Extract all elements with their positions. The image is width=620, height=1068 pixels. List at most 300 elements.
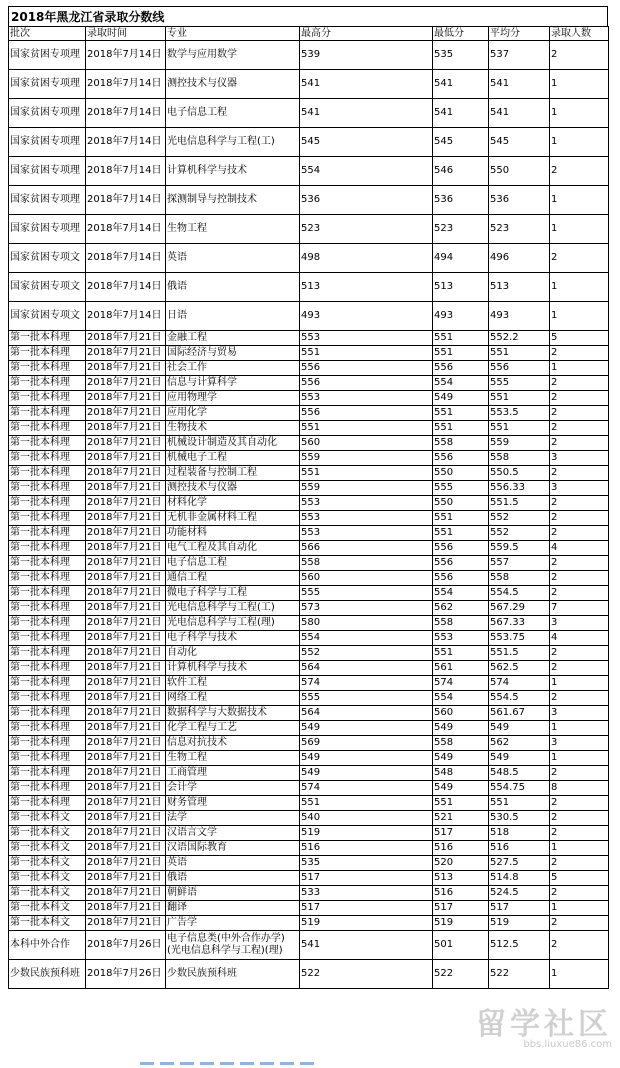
cell-major: 机械电子工程 <box>166 451 300 466</box>
cell-admission-date: 2018年7月14日 <box>86 70 166 99</box>
table-row <box>9 391 609 406</box>
cell-admission-date: 2018年7月21日 <box>86 481 166 496</box>
cell-max-score: 519 <box>300 916 433 931</box>
cell-major: 微电子科学与工程 <box>166 586 300 601</box>
table-row <box>9 406 609 421</box>
cell-max-score: 541 <box>300 99 433 128</box>
cell-admission-date: 2018年7月14日 <box>86 302 166 331</box>
cell-batch: 第一批本科理 <box>9 391 86 406</box>
cell-admitted-count: 1 <box>550 215 609 244</box>
cell-major: 网络工程 <box>166 691 300 706</box>
cell-avg-score: 550 <box>489 157 550 186</box>
cell-avg-score: 551.5 <box>489 496 550 511</box>
cell-min-score: 517 <box>433 901 489 916</box>
cell-avg-score: 558 <box>489 451 550 466</box>
cell-max-score: 566 <box>300 541 433 556</box>
header-max-score: 最高分 <box>300 27 433 41</box>
table-row <box>9 916 609 931</box>
cell-avg-score: 555 <box>489 376 550 391</box>
cell-avg-score: 493 <box>489 302 550 331</box>
cell-admission-date: 2018年7月21日 <box>86 646 166 661</box>
cell-avg-score: 554.75 <box>489 781 550 796</box>
cell-admission-date: 2018年7月21日 <box>86 631 166 646</box>
cell-major: 会计学 <box>166 781 300 796</box>
cell-batch: 第一批本科理 <box>9 661 86 676</box>
cell-major: 金融工程 <box>166 331 300 346</box>
cell-min-score: 555 <box>433 481 489 496</box>
cell-admission-date: 2018年7月21日 <box>86 556 166 571</box>
cell-max-score: 517 <box>300 871 433 886</box>
cell-major: 日语 <box>166 302 300 331</box>
cell-batch: 国家贫困专项文 <box>9 302 86 331</box>
cell-min-score: 553 <box>433 631 489 646</box>
cell-admission-date: 2018年7月14日 <box>86 99 166 128</box>
cell-admission-date: 2018年7月21日 <box>86 796 166 811</box>
cell-min-score: 551 <box>433 406 489 421</box>
cell-avg-score: 567.33 <box>489 616 550 631</box>
cell-admitted-count: 1 <box>550 273 609 302</box>
cell-admitted-count: 2 <box>550 421 609 436</box>
cell-max-score: 549 <box>300 751 433 766</box>
cell-admitted-count: 3 <box>550 481 609 496</box>
cell-avg-score: 552.2 <box>489 331 550 346</box>
cell-avg-score: 513 <box>489 273 550 302</box>
table-row <box>9 376 609 391</box>
cell-avg-score: 541 <box>489 99 550 128</box>
admission-score-table <box>8 26 609 989</box>
cell-batch: 第一批本科理 <box>9 466 86 481</box>
table-row <box>9 646 609 661</box>
cell-major: 生物工程 <box>166 751 300 766</box>
cell-major: 电气工程及其自动化 <box>166 541 300 556</box>
cell-admitted-count: 2 <box>550 496 609 511</box>
cell-admission-date: 2018年7月21日 <box>86 616 166 631</box>
cell-major: 汉语国际教育 <box>166 841 300 856</box>
cell-max-score: 535 <box>300 856 433 871</box>
cell-max-score: 539 <box>300 41 433 70</box>
cell-max-score: 522 <box>300 960 433 989</box>
cell-min-score: 558 <box>433 616 489 631</box>
cell-admission-date: 2018年7月21日 <box>86 526 166 541</box>
cell-avg-score: 552 <box>489 511 550 526</box>
cell-min-score: 535 <box>433 41 489 70</box>
cell-min-score: 549 <box>433 781 489 796</box>
cell-admitted-count: 2 <box>550 691 609 706</box>
header-batch: 批次 <box>9 27 86 41</box>
cell-batch: 少数民族预科班 <box>9 960 86 989</box>
cell-batch: 第一批本科理 <box>9 346 86 361</box>
cell-min-score: 551 <box>433 511 489 526</box>
cell-max-score: 517 <box>300 901 433 916</box>
cell-avg-score: 558 <box>489 571 550 586</box>
table-row <box>9 766 609 781</box>
cell-admitted-count: 2 <box>550 661 609 676</box>
cell-max-score: 559 <box>300 481 433 496</box>
cell-admission-date: 2018年7月26日 <box>86 960 166 989</box>
table-row <box>9 631 609 646</box>
cell-min-score: 520 <box>433 856 489 871</box>
cell-batch: 国家贫困专项理 <box>9 157 86 186</box>
cell-major: 数据科学与大数据技术 <box>166 706 300 721</box>
cell-min-score: 493 <box>433 302 489 331</box>
cell-major: 法学 <box>166 811 300 826</box>
cell-major: 光电信息科学与工程(理) <box>166 616 300 631</box>
cell-avg-score: 516 <box>489 841 550 856</box>
cell-admission-date: 2018年7月21日 <box>86 466 166 481</box>
cell-major: 计算机科学与技术 <box>166 661 300 676</box>
cell-batch: 第一批本科理 <box>9 691 86 706</box>
cell-max-score: 559 <box>300 451 433 466</box>
table-row <box>9 616 609 631</box>
cell-min-score: 556 <box>433 556 489 571</box>
cell-major: 无机非金属材料工程 <box>166 511 300 526</box>
cell-admission-date: 2018年7月21日 <box>86 586 166 601</box>
cell-avg-score: 551 <box>489 346 550 361</box>
cell-min-score: 554 <box>433 376 489 391</box>
table-row <box>9 541 609 556</box>
cell-major: 生物技术 <box>166 421 300 436</box>
cell-admission-date: 2018年7月21日 <box>86 511 166 526</box>
cell-admitted-count: 2 <box>550 826 609 841</box>
cell-admission-date: 2018年7月14日 <box>86 273 166 302</box>
cell-admission-date: 2018年7月21日 <box>86 331 166 346</box>
cell-avg-score: 536 <box>489 186 550 215</box>
cell-admission-date: 2018年7月21日 <box>86 661 166 676</box>
cell-max-score: 519 <box>300 826 433 841</box>
cell-admitted-count: 2 <box>550 376 609 391</box>
cell-admitted-count: 2 <box>550 511 609 526</box>
table-title: 2018年黑龙江省录取分数线 <box>8 6 608 26</box>
cell-major: 测控技术与仪器 <box>166 70 300 99</box>
cell-avg-score: 518 <box>489 826 550 841</box>
cell-avg-score: 496 <box>489 244 550 273</box>
cell-admission-date: 2018年7月21日 <box>86 811 166 826</box>
cell-min-score: 501 <box>433 931 489 960</box>
cell-admitted-count: 3 <box>550 616 609 631</box>
cell-batch: 第一批本科理 <box>9 481 86 496</box>
header-admitted-count: 录取人数 <box>550 27 609 41</box>
cell-admitted-count: 2 <box>550 931 609 960</box>
cell-min-score: 558 <box>433 436 489 451</box>
cell-major: 电子信息工程 <box>166 99 300 128</box>
cell-avg-score: 551.5 <box>489 646 550 661</box>
cell-batch: 第一批本科理 <box>9 676 86 691</box>
cell-max-score: 573 <box>300 601 433 616</box>
table-row <box>9 571 609 586</box>
cell-avg-score: 551 <box>489 796 550 811</box>
cell-min-score: 521 <box>433 811 489 826</box>
cell-max-score: 580 <box>300 616 433 631</box>
cell-admission-date: 2018年7月21日 <box>86 601 166 616</box>
cell-avg-score: 553.5 <box>489 406 550 421</box>
table-row <box>9 302 609 331</box>
cell-admitted-count: 2 <box>550 346 609 361</box>
table-row <box>9 781 609 796</box>
table-row <box>9 526 609 541</box>
cell-max-score: 498 <box>300 244 433 273</box>
header-major: 专业 <box>166 27 300 41</box>
cell-max-score: 552 <box>300 646 433 661</box>
cell-admitted-count: 5 <box>550 331 609 346</box>
cell-admitted-count: 2 <box>550 244 609 273</box>
cell-batch: 第一批本科理 <box>9 451 86 466</box>
cell-major: 生物工程 <box>166 215 300 244</box>
cell-max-score: 564 <box>300 661 433 676</box>
cell-major: 光电信息科学与工程(工) <box>166 601 300 616</box>
cell-max-score: 564 <box>300 706 433 721</box>
cell-admitted-count: 1 <box>550 186 609 215</box>
cell-batch: 第一批本科理 <box>9 781 86 796</box>
cell-batch: 第一批本科文 <box>9 826 86 841</box>
cell-min-score: 556 <box>433 361 489 376</box>
cell-admission-date: 2018年7月21日 <box>86 496 166 511</box>
table-row <box>9 451 609 466</box>
cell-admission-date: 2018年7月14日 <box>86 244 166 273</box>
table-row <box>9 346 609 361</box>
cell-admitted-count: 2 <box>550 766 609 781</box>
cell-major: 光电信息科学与工程(工) <box>166 128 300 157</box>
table-row <box>9 186 609 215</box>
table-row <box>9 661 609 676</box>
cell-admitted-count: 2 <box>550 811 609 826</box>
cell-admitted-count: 7 <box>550 601 609 616</box>
cell-major: 电子科学与技术 <box>166 631 300 646</box>
cell-min-score: 562 <box>433 601 489 616</box>
cell-admitted-count: 1 <box>550 361 609 376</box>
cell-min-score: 554 <box>433 586 489 601</box>
cell-batch: 国家贫困专项文 <box>9 273 86 302</box>
cell-max-score: 560 <box>300 571 433 586</box>
cell-max-score: 555 <box>300 691 433 706</box>
cell-avg-score: 527.5 <box>489 856 550 871</box>
cell-min-score: 550 <box>433 466 489 481</box>
cell-min-score: 574 <box>433 676 489 691</box>
cell-max-score: 536 <box>300 186 433 215</box>
cell-major: 工商管理 <box>166 766 300 781</box>
cell-batch: 第一批本科理 <box>9 796 86 811</box>
cell-major: 探测制导与控制技术 <box>166 186 300 215</box>
cell-major: 数学与应用数学 <box>166 41 300 70</box>
cell-major: 信息与计算科学 <box>166 376 300 391</box>
cell-admission-date: 2018年7月21日 <box>86 346 166 361</box>
cell-avg-score: 562 <box>489 736 550 751</box>
cell-max-score: 569 <box>300 736 433 751</box>
cell-avg-score: 549 <box>489 751 550 766</box>
cell-major: 广告学 <box>166 916 300 931</box>
cell-batch: 第一批本科理 <box>9 766 86 781</box>
cell-batch: 第一批本科理 <box>9 361 86 376</box>
cell-major: 机械设计制造及其自动化 <box>166 436 300 451</box>
cell-admitted-count: 1 <box>550 302 609 331</box>
cell-batch: 第一批本科理 <box>9 616 86 631</box>
cell-admission-date: 2018年7月21日 <box>86 826 166 841</box>
cell-admitted-count: 2 <box>550 586 609 601</box>
table-header-row <box>9 27 609 41</box>
table-body <box>9 41 609 989</box>
table-row <box>9 960 609 989</box>
cell-major: 应用化学 <box>166 406 300 421</box>
cell-avg-score: 541 <box>489 70 550 99</box>
cell-admission-date: 2018年7月21日 <box>86 391 166 406</box>
cell-min-score: 551 <box>433 646 489 661</box>
cell-batch: 第一批本科理 <box>9 406 86 421</box>
table-row <box>9 796 609 811</box>
cell-batch: 国家贫困专项理 <box>9 41 86 70</box>
cell-batch: 第一批本科理 <box>9 526 86 541</box>
cell-admission-date: 2018年7月21日 <box>86 736 166 751</box>
cell-batch: 第一批本科理 <box>9 571 86 586</box>
cell-admitted-count: 1 <box>550 676 609 691</box>
cell-min-score: 554 <box>433 691 489 706</box>
cell-min-score: 519 <box>433 916 489 931</box>
table-row <box>9 99 609 128</box>
cell-max-score: 533 <box>300 886 433 901</box>
table-row <box>9 436 609 451</box>
cell-min-score: 548 <box>433 766 489 781</box>
table-row <box>9 273 609 302</box>
table-row <box>9 556 609 571</box>
cell-batch: 第一批本科理 <box>9 721 86 736</box>
cell-min-score: 551 <box>433 346 489 361</box>
cell-batch: 第一批本科理 <box>9 646 86 661</box>
cell-avg-score: 548.5 <box>489 766 550 781</box>
cell-min-score: 523 <box>433 215 489 244</box>
table-row <box>9 244 609 273</box>
cell-avg-score: 530.5 <box>489 811 550 826</box>
table-row <box>9 41 609 70</box>
cell-admission-date: 2018年7月21日 <box>86 451 166 466</box>
table-row <box>9 826 609 841</box>
table-row <box>9 886 609 901</box>
cell-max-score: 541 <box>300 931 433 960</box>
cell-admitted-count: 2 <box>550 41 609 70</box>
cell-admitted-count: 3 <box>550 736 609 751</box>
table-row <box>9 466 609 481</box>
cell-admission-date: 2018年7月21日 <box>86 751 166 766</box>
table-row <box>9 841 609 856</box>
cell-max-score: 554 <box>300 631 433 646</box>
cell-admission-date: 2018年7月21日 <box>86 676 166 691</box>
watermark <box>476 999 612 1050</box>
table-row <box>9 736 609 751</box>
cell-min-score: 494 <box>433 244 489 273</box>
cell-min-score: 551 <box>433 331 489 346</box>
cell-avg-score: 524.5 <box>489 886 550 901</box>
cell-max-score: 549 <box>300 721 433 736</box>
cell-admission-date: 2018年7月21日 <box>86 766 166 781</box>
cell-major: 俄语 <box>166 871 300 886</box>
cell-admitted-count: 8 <box>550 781 609 796</box>
cell-min-score: 522 <box>433 960 489 989</box>
cell-admission-date: 2018年7月21日 <box>86 706 166 721</box>
cell-min-score: 561 <box>433 661 489 676</box>
cell-major: 通信工程 <box>166 571 300 586</box>
cell-admission-date: 2018年7月21日 <box>86 406 166 421</box>
cell-max-score: 556 <box>300 361 433 376</box>
cell-major: 过程装备与控制工程 <box>166 466 300 481</box>
cell-admission-date: 2018年7月21日 <box>86 721 166 736</box>
cell-avg-score: 554.5 <box>489 586 550 601</box>
cell-admitted-count: 2 <box>550 571 609 586</box>
cell-batch: 第一批本科理 <box>9 706 86 721</box>
cell-max-score: 560 <box>300 436 433 451</box>
cell-batch: 第一批本科文 <box>9 841 86 856</box>
cell-batch: 第一批本科理 <box>9 496 86 511</box>
cell-admission-date: 2018年7月21日 <box>86 541 166 556</box>
table-row <box>9 856 609 871</box>
cell-batch: 国家贫困专项理 <box>9 99 86 128</box>
cell-major: 材料化学 <box>166 496 300 511</box>
cell-admitted-count: 2 <box>550 466 609 481</box>
cell-avg-score: 545 <box>489 128 550 157</box>
cell-avg-score: 551 <box>489 421 550 436</box>
cell-min-score: 558 <box>433 736 489 751</box>
cell-admission-date: 2018年7月21日 <box>86 871 166 886</box>
cell-min-score: 551 <box>433 526 489 541</box>
cell-major: 电子信息工程 <box>166 556 300 571</box>
cell-admitted-count: 1 <box>550 128 609 157</box>
cell-admitted-count: 2 <box>550 436 609 451</box>
cell-min-score: 513 <box>433 871 489 886</box>
cell-max-score: 545 <box>300 128 433 157</box>
cell-batch: 第一批本科理 <box>9 631 86 646</box>
cell-avg-score: 553.75 <box>489 631 550 646</box>
cell-admission-date: 2018年7月14日 <box>86 186 166 215</box>
cell-admission-date: 2018年7月26日 <box>86 931 166 960</box>
cell-max-score: 541 <box>300 70 433 99</box>
cell-batch: 第一批本科理 <box>9 421 86 436</box>
cell-max-score: 574 <box>300 676 433 691</box>
cell-batch: 第一批本科理 <box>9 376 86 391</box>
cell-avg-score: 554.5 <box>489 691 550 706</box>
watermark-url: bbs.liuxue86.com <box>523 1039 612 1050</box>
cell-batch: 第一批本科理 <box>9 751 86 766</box>
cell-admitted-count: 1 <box>550 901 609 916</box>
table-row <box>9 586 609 601</box>
table-row <box>9 215 609 244</box>
table-row <box>9 691 609 706</box>
cell-admitted-count: 1 <box>550 99 609 128</box>
table-row <box>9 331 609 346</box>
cell-max-score: 553 <box>300 511 433 526</box>
cell-batch: 国家贫困专项理 <box>9 128 86 157</box>
cell-max-score: 549 <box>300 766 433 781</box>
cell-avg-score: 559 <box>489 436 550 451</box>
cell-min-score: 541 <box>433 70 489 99</box>
cell-admitted-count: 2 <box>550 406 609 421</box>
cell-admission-date: 2018年7月14日 <box>86 215 166 244</box>
cell-min-score: 550 <box>433 496 489 511</box>
watermark-logo-text: 留学社区 <box>476 1007 612 1042</box>
table-row <box>9 70 609 99</box>
cell-batch: 第一批本科文 <box>9 901 86 916</box>
table-row <box>9 601 609 616</box>
cell-min-score: 536 <box>433 186 489 215</box>
admission-table-container <box>8 6 608 989</box>
cell-batch: 国家贫困专项理 <box>9 70 86 99</box>
cell-avg-score: 549 <box>489 721 550 736</box>
cell-min-score: 560 <box>433 706 489 721</box>
cell-avg-score: 561.67 <box>489 706 550 721</box>
cell-batch: 第一批本科理 <box>9 511 86 526</box>
cell-batch: 第一批本科文 <box>9 916 86 931</box>
cell-batch: 第一批本科理 <box>9 556 86 571</box>
cell-max-score: 513 <box>300 273 433 302</box>
cell-batch: 第一批本科文 <box>9 886 86 901</box>
cell-admission-date: 2018年7月21日 <box>86 781 166 796</box>
cell-admitted-count: 2 <box>550 796 609 811</box>
cell-major: 自动化 <box>166 646 300 661</box>
